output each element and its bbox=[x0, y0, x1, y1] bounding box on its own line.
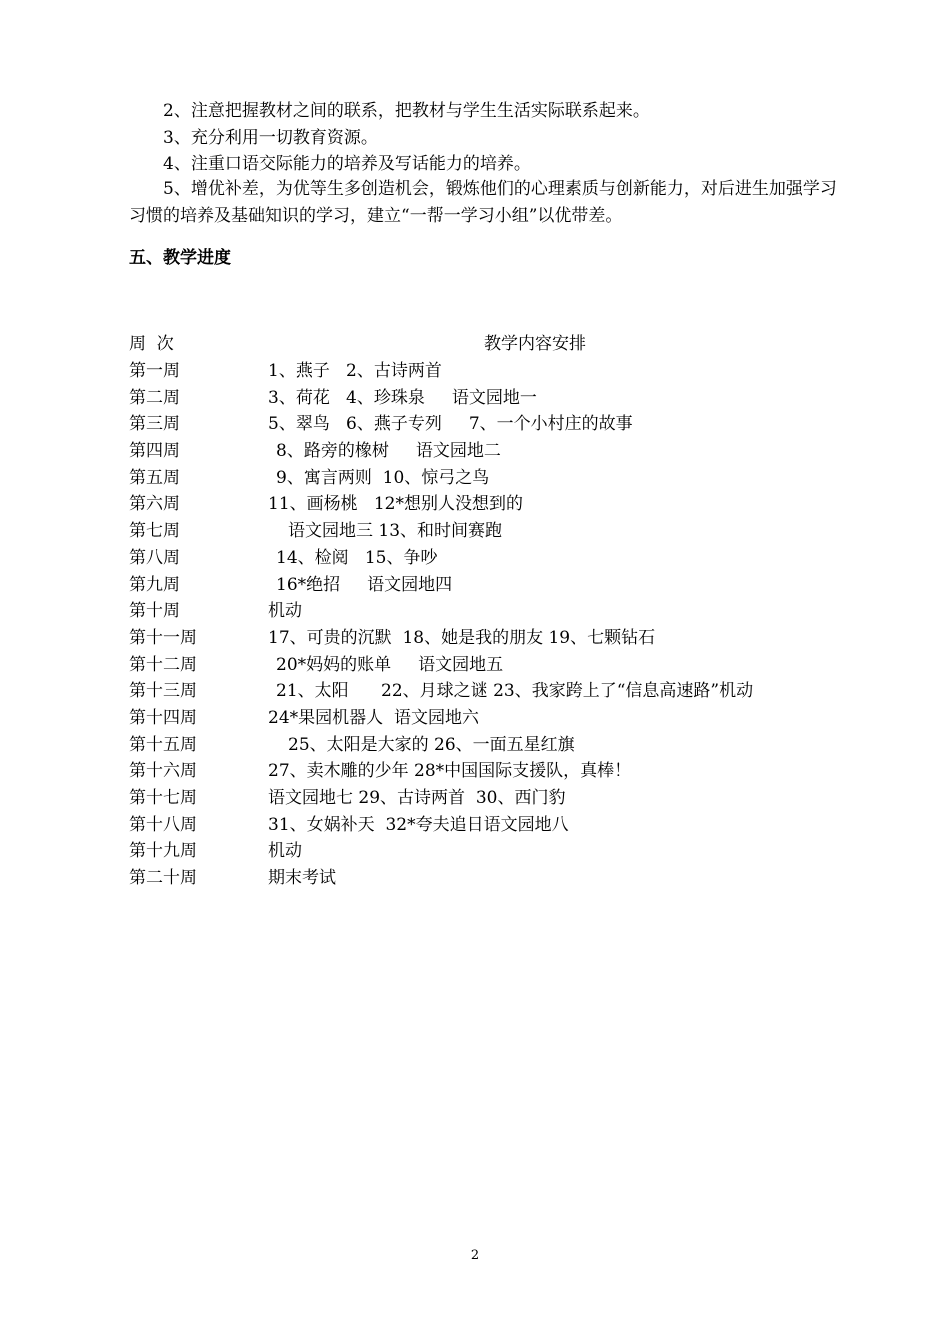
schedule-row bbox=[129, 465, 841, 492]
week-label: 第十九周 bbox=[129, 841, 197, 862]
schedule-row bbox=[129, 678, 841, 705]
week-content: 16*绝招 语文园地四 bbox=[276, 574, 453, 595]
week-label: 第九周 bbox=[129, 574, 180, 595]
week-label: 第七周 bbox=[129, 521, 180, 542]
schedule-header bbox=[129, 331, 841, 358]
week-content: 机动 bbox=[268, 841, 302, 862]
schedule-row bbox=[129, 732, 841, 759]
week-label: 第十周 bbox=[129, 601, 180, 622]
week-content: 11、画杨桃 12*想别人没想到的 bbox=[268, 494, 523, 515]
week-content: 27、卖木雕的少年 28*中国国际支援队，真棒！ bbox=[268, 761, 632, 782]
week-label: 第十七周 bbox=[129, 788, 197, 808]
schedule-row bbox=[129, 838, 841, 865]
schedule-row bbox=[129, 705, 841, 732]
schedule-row bbox=[129, 438, 841, 465]
schedule-table bbox=[129, 358, 841, 892]
week-label: 第四周 bbox=[129, 441, 180, 462]
week-content: 5、翠鸟 6、燕子专列 7、一个小村庄的故事 bbox=[268, 414, 633, 435]
week-label: 第一周 bbox=[129, 361, 180, 381]
week-label: 第二周 bbox=[129, 387, 180, 408]
week-label: 第十三周 bbox=[129, 681, 197, 702]
week-label: 第十六周 bbox=[129, 761, 197, 782]
week-content: 24*果园机器人 语文园地六 bbox=[268, 707, 479, 728]
week-label: 第十四周 bbox=[129, 707, 197, 728]
schedule-row bbox=[129, 598, 841, 625]
schedule-row bbox=[129, 625, 841, 652]
week-label: 第八周 bbox=[129, 547, 180, 568]
schedule-row bbox=[129, 491, 841, 518]
week-content: 机动 bbox=[268, 601, 302, 622]
week-label: 第十一周 bbox=[129, 627, 197, 648]
paragraph-item-2: 2、注意把握教材之间的联系，把教材与学生生活实际联系起来。 bbox=[163, 101, 650, 121]
schedule-row bbox=[129, 518, 841, 545]
header-content-label: 教学内容安排 bbox=[484, 334, 586, 354]
week-content: 17、可贵的沉默 18、她是我的朋友 19、七颗钻石 bbox=[268, 627, 656, 648]
schedule-row bbox=[129, 865, 841, 892]
week-label: 第十五周 bbox=[129, 734, 197, 755]
week-content: 9、寓言两则 10、惊弓之鸟 bbox=[276, 467, 490, 488]
week-label: 第十二周 bbox=[129, 654, 197, 675]
week-content: 1、燕子 2、古诗两首 bbox=[268, 361, 442, 381]
week-label: 第五周 bbox=[129, 467, 180, 488]
schedule-row bbox=[129, 358, 841, 385]
week-label: 第六周 bbox=[129, 494, 180, 515]
schedule-row bbox=[129, 758, 841, 785]
week-content: 8、路旁的橡树 语文园地二 bbox=[276, 441, 501, 462]
schedule-row bbox=[129, 545, 841, 572]
week-content: 语文园地三 13、和时间赛跑 bbox=[288, 521, 503, 542]
week-label: 第三周 bbox=[129, 414, 180, 435]
schedule-row bbox=[129, 411, 841, 438]
week-content: 20*妈妈的账单 语文园地五 bbox=[276, 654, 504, 675]
page-number: 2 bbox=[470, 1248, 480, 1263]
week-content: 14、检阅 15、争吵 bbox=[276, 547, 438, 568]
paragraph-item-5: 5、增优补差，为优等生多创造机会，锻炼他们的心理素质与创新能力，对后进生加强学习习惯的培养及基础知识的学习，建立“一帮一学习小组”以优带差。 bbox=[129, 179, 837, 226]
week-content: 语文园地七 29、古诗两首 30、西门豹 bbox=[268, 788, 566, 808]
week-content: 25、太阳是大家的 26、一面五星红旗 bbox=[288, 734, 575, 755]
week-label: 第十八周 bbox=[129, 814, 197, 835]
paragraph-item-3: 3、充分利用一切教育资源。 bbox=[163, 128, 378, 148]
section-heading: 五、教学进度 bbox=[129, 248, 231, 268]
schedule-row bbox=[129, 652, 841, 679]
schedule-row bbox=[129, 385, 841, 412]
week-content: 期末考试 bbox=[268, 868, 336, 889]
week-content: 3、荷花 4、珍珠泉 语文园地一 bbox=[268, 387, 537, 408]
schedule-row bbox=[129, 812, 841, 839]
week-label: 第二十周 bbox=[129, 868, 197, 889]
schedule-row bbox=[129, 785, 841, 812]
week-content: 31、女娲补天 32*夸夫追日语文园地八 bbox=[268, 814, 569, 835]
header-week-label: 周 次 bbox=[129, 334, 174, 354]
schedule-row bbox=[129, 572, 841, 599]
paragraph-item-4: 4、注重口语交际能力的培养及写话能力的培养。 bbox=[163, 154, 531, 174]
week-content: 21、太阳 22、月球之谜 23、我家跨上了“信息高速路”机动 bbox=[276, 681, 754, 702]
